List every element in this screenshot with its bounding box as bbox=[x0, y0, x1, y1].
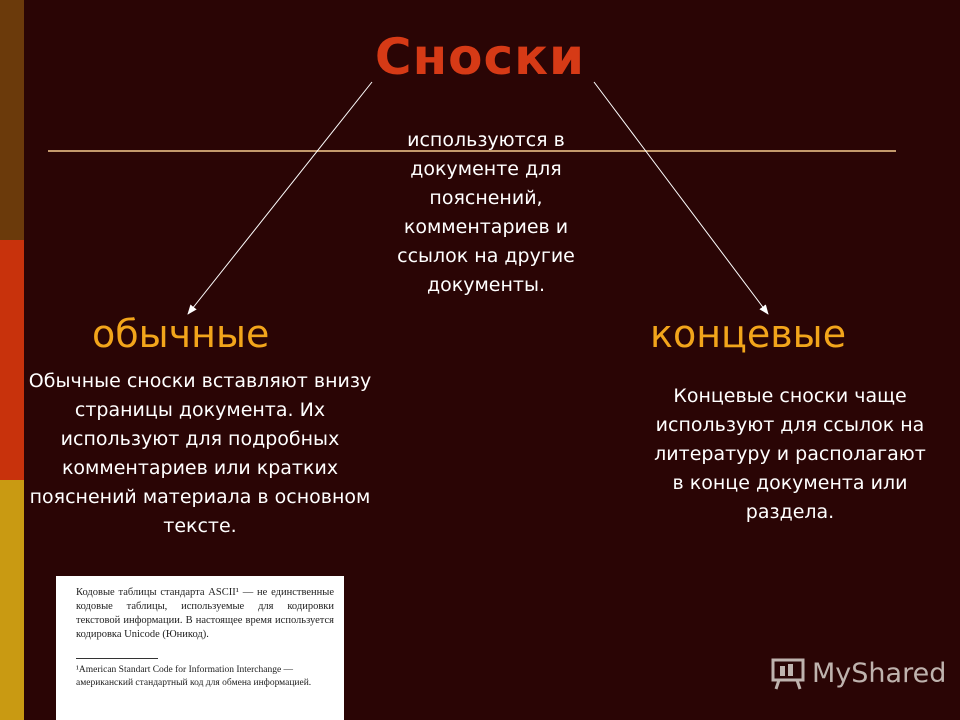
center-description: используются в документе для пояснений, комментариев и ссылок на другие документы. bbox=[397, 129, 575, 296]
category-right-label: концевые bbox=[650, 312, 847, 356]
presentation-board-icon bbox=[770, 655, 806, 691]
footnote-separator bbox=[76, 658, 158, 659]
example-document bbox=[56, 576, 344, 720]
category-left-label: обычные bbox=[92, 312, 270, 356]
slide-title: Сноски bbox=[374, 28, 586, 86]
category-right-description: Концевые сноски чаще используют для ссылок на литературу и располагают в конце документа или раздела. bbox=[654, 385, 926, 523]
watermark bbox=[770, 655, 946, 691]
arrow-to-right bbox=[594, 82, 768, 314]
example-footnote-text: ¹American Standart Code for Information Interchange — американский стандартный код для обмена информацией. bbox=[76, 665, 312, 688]
watermark-text: MyShared bbox=[812, 657, 947, 689]
arrow-to-left bbox=[188, 82, 372, 314]
example-body-text: Кодовые таблицы стандарта ASCII¹ — не единственные кодовые таблицы, используемые для кодировки текстовой информации. В настоящее время используется кодировка Unicode (Юникод). bbox=[76, 587, 334, 640]
category-left-description: Обычные сноски вставляют внизу страницы документа. Их используют для подробных комментариев или кратких пояснений материала в основном тексте. bbox=[28, 370, 372, 537]
